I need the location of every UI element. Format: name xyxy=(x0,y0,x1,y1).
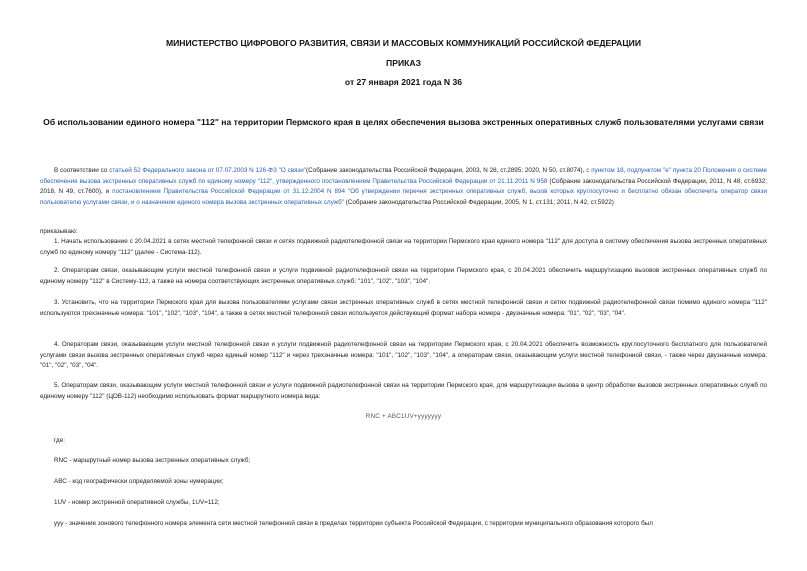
definition-1uv: 1UV - номер экстренной оперативной службы, 1UV=112; xyxy=(54,499,220,506)
ministry-heading: МИНИСТЕРСТВО ЦИФРОВОГО РАЗВИТИЯ, СВЯЗИ И МАССОВЫХ КОММУНИКАЦИЙ РОССИЙСКОЙ ФЕДЕРАЦИИ xyxy=(165,38,642,48)
preamble-text-1: В соответствии со xyxy=(54,167,110,174)
regulation-link-958[interactable]: с пунктом 18, подпунктом "е" пункта 20 Положения о системе обеспечения вызова экстренных оперативных служб по единому номеру "112", утвержденного постановлением Правительства Российской Федерации от 21.11.2011 N 958 xyxy=(40,167,767,185)
item-3: 3. Установить, что на территории Пермского края для вызова пользователями услугами связи экстренных оперативных служб в сетях местной телефонной связи и сетях подвижной радиотелефонной связи помимо единого номера "112" используются трехзначные номера: "101", "102", "103", "104", а также в сетях местной телефонной связи используется действующий формат набора номера - двузначные номера: "01", "02", "03", "04". xyxy=(40,299,767,317)
definition-rnc: RNC - маршрутный номер вызова экстренных оперативных служб; xyxy=(54,457,251,464)
preamble-text-2: (Собрание законодательства Российской Федерации, 2003, N 28, ст.2895; 2020, N 50, ст.8074), xyxy=(306,167,587,174)
routing-number-formula: RNC + ABC1UV+ууууууу xyxy=(365,413,442,420)
item-5: 5. Операторам связи, оказывающим услуги местной телефонной связи и услуги подвижной радиотелефонной связи на территории Пермского края, для маршрутизации вызова в центр обработки вызовов экстренных оперативных служб по единому номеру "112" (ЦОВ-112) необходимо использовать формат маршрутного номера вида: xyxy=(40,382,767,400)
document-date-number: от 27 января 2021 года N 36 xyxy=(344,77,463,87)
order-word: приказываю: xyxy=(40,228,78,235)
definition-yyy: ууу - значение зонового телефонного номера элемента сети местной телефонной связи в пределах территории субъекта Российской Федерации, с территории муниципального образования которого был xyxy=(54,520,653,527)
item-2: 2. Операторам связи, оказывающим услуги местной телефонной связи и услуги подвижной радиотелефонной связи на территории Пермского края, с 20.04.2021 обеспечить маршрутизацию вызовов экстренных оперативных служб по единому номеру "112" в Систему-112, а также на номера соответствующих экстренных оперативных служб: "101", "102", "103", "104". xyxy=(40,267,767,285)
resolution-link-894[interactable]: постановлением Правительства Российской Федерации от 31.12.2004 N 894 "Об утверждении перечня экстренных оперативных служб, вызов которых круглосуточно и бесплатно обязан обеспечить оператор связи пользователю услугами связи, и о назначении единого номера вызова экстренных оперативных служб" xyxy=(40,188,767,206)
item-4: 4. Операторам связи, оказывающим услуги местной телефонной связи и услуги подвижной радиотелефонной связи на территории Пермского края, с 20.04.2021 обеспечить возможность круглосуточного бесплатного для пользователей услугами связи вызова экстренных оперативных служб через единый номер "112" и через трехзначные номера: "101", "102", "103", "104", а операторам связи, оказывающим услуги местной телефонной связи, - также через двузначные номера: "01", "02", "03", "04". xyxy=(40,341,767,370)
preamble-paragraph xyxy=(40,166,767,208)
document-type: ПРИКАЗ xyxy=(386,58,421,68)
preamble-text-3: (Собрание законодательства Российской Федерации, 2011, N 48, ст.6932; 2018, N 49, ст.7600), и xyxy=(40,177,768,196)
definition-abc: АВС - код географически определяемой зоны нумерации; xyxy=(54,478,224,485)
preamble-text-4: (Собрание законодательства Российской Федерации, 2005, N 1, ст.131; 2011, N 42, ст.5922) xyxy=(343,198,614,206)
where-label: где: xyxy=(54,437,65,444)
law-link-126fz[interactable]: статьей 52 Федерального закона от 07.07.2003 N 126-ФЗ "О связи" xyxy=(109,167,307,174)
item-1: 1. Начать использование с 20.04.2021 в сетях местной телефонной связи и сетях подвижной радиотелефонной связи на территории Пермского края единого номера "112" для доступа в систему обеспечения вызова экстренных оперативных служб по единому номеру "112" (далее - Система-112). xyxy=(40,238,767,256)
document-title: Об использовании единого номера "112" на территории Пермского края в целях обеспечения вызова экстренных оперативных служб пользователями услугами связи xyxy=(43,117,764,127)
